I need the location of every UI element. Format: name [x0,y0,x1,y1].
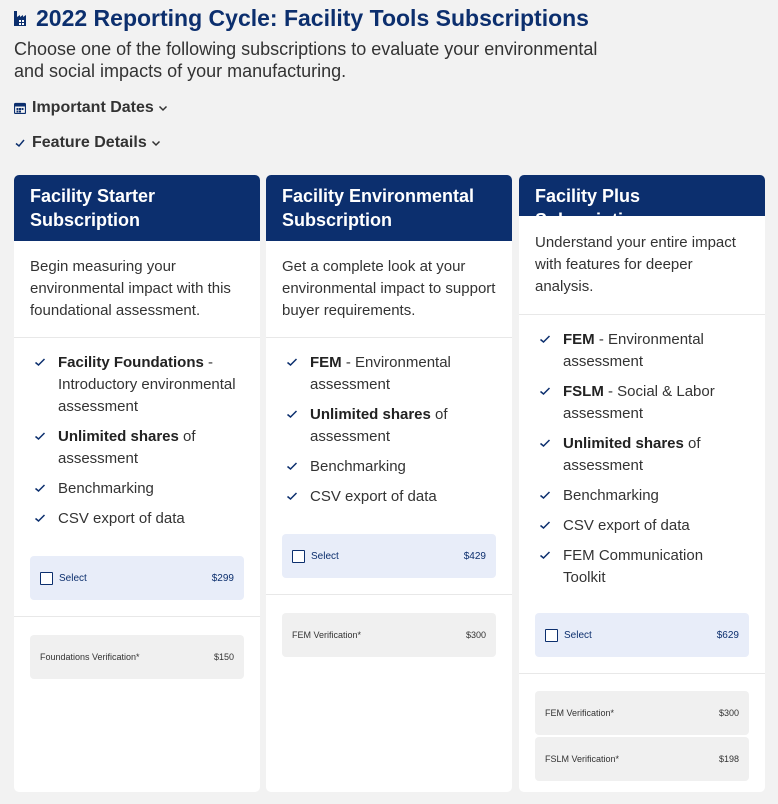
verification-option [30,635,244,679]
select-option[interactable] [282,534,496,578]
feature-text: FEM Communication Toolkit [563,547,704,586]
card-title: Facility Starter Subscription [14,175,260,241]
feature-bold: FSLM [563,383,604,400]
feature-text: Benchmarking [563,487,659,504]
select-label: Select [59,572,87,584]
card-title: Facility Environmental Subscription [266,175,512,241]
price: $299 [211,572,234,584]
feature-list [519,315,765,589]
feature-item [535,433,749,477]
verification-price: $300 [465,630,486,640]
check-icon [539,519,551,531]
important-dates-label: Important Dates [32,99,154,116]
select-label: Select [311,550,339,562]
divider [519,673,765,674]
feature-bold: Unlimited shares [58,428,179,445]
divider [14,616,260,617]
verification-label: FEM Verification* [545,708,615,718]
card-description: Begin measuring your environmental impact with this foundational assessment. [14,241,260,338]
feature-text: - Social & Labor assessment [563,383,715,422]
divider [266,594,512,595]
subscription-card-plus [519,175,765,792]
calendar-icon [14,102,26,114]
check-icon [539,333,551,345]
feature-text: of assessment [310,406,448,445]
feature-item [282,352,496,396]
feature-item [282,486,496,508]
feature-text: - Environmental assessment [310,354,451,393]
subscription-card-starter [14,175,260,792]
select-option[interactable] [30,556,244,600]
feature-item [30,426,244,470]
check-icon [539,385,551,397]
feature-item [30,508,244,530]
check-icon [34,356,46,368]
subscription-card-environmental [266,175,512,792]
select-checkbox[interactable] [292,550,305,563]
price: $429 [463,550,486,562]
feature-text: CSV export of data [310,488,437,505]
verification-price: $198 [718,754,739,764]
check-icon [286,490,298,502]
verification-option [535,737,749,781]
feature-item [535,515,749,537]
verification-price: $300 [718,708,739,718]
feature-bold: FEM [563,331,595,348]
select-checkbox[interactable] [545,629,558,642]
check-icon [286,356,298,368]
check-icon [539,437,551,449]
feature-item [30,478,244,500]
feature-item [535,381,749,425]
verification-option [282,613,496,657]
check-icon [34,482,46,494]
card-description: Understand your entire impact with features for deeper analysis. [519,216,765,315]
feature-item [535,485,749,507]
select-option[interactable] [535,613,749,657]
feature-text: Benchmarking [310,458,406,475]
page-subtitle: Choose one of the following subscriptions to evaluate your environmental and social impacts of your manufacturing. [14,39,598,81]
card-title: Facility Plus Subscription [519,175,765,216]
check-icon [34,512,46,524]
verification-label: FSLM Verification* [545,754,620,764]
verification-price: $150 [213,652,234,662]
feature-text: - Environmental assessment [563,331,704,370]
feature-text: Benchmarking [58,480,154,497]
feature-text: CSV export of data [563,517,690,534]
feature-bold: Unlimited shares [310,406,431,423]
feature-bold: Facility Foundations [58,354,204,371]
chevron-down-icon [151,138,161,148]
verification-label: Foundations Verification* [40,652,140,662]
feature-bold: FEM [310,354,342,371]
important-dates-toggle[interactable] [14,99,168,117]
check-icon [34,430,46,442]
feature-text: CSV export of data [58,510,185,527]
check-icon [286,460,298,472]
feature-text: of assessment [58,428,196,467]
feature-text: - Introductory environmental assessment [58,354,236,415]
feature-text: of assessment [563,435,701,474]
feature-list [14,338,260,530]
check-icon [286,408,298,420]
page-title [14,4,589,32]
feature-bold: Unlimited shares [563,435,684,452]
feature-details-label: Feature Details [32,134,147,151]
select-checkbox[interactable] [40,572,53,585]
price: $629 [716,629,739,641]
feature-details-toggle[interactable] [14,134,161,152]
factory-icon [14,11,28,26]
verification-option [535,691,749,735]
feature-item [535,329,749,373]
feature-item [535,545,749,589]
chevron-down-icon [158,103,168,113]
check-icon [539,549,551,561]
feature-list [266,338,512,508]
check-icon [14,137,26,149]
feature-item [282,456,496,478]
select-label: Select [564,629,592,641]
feature-item [30,352,244,418]
verification-label: FEM Verification* [292,630,362,640]
feature-item [282,404,496,448]
card-description: Get a complete look at your environmental impact to support buyer requirements. [266,241,512,338]
check-icon [539,489,551,501]
page-title-text: 2022 Reporting Cycle: Facility Tools Subscriptions [36,4,589,31]
